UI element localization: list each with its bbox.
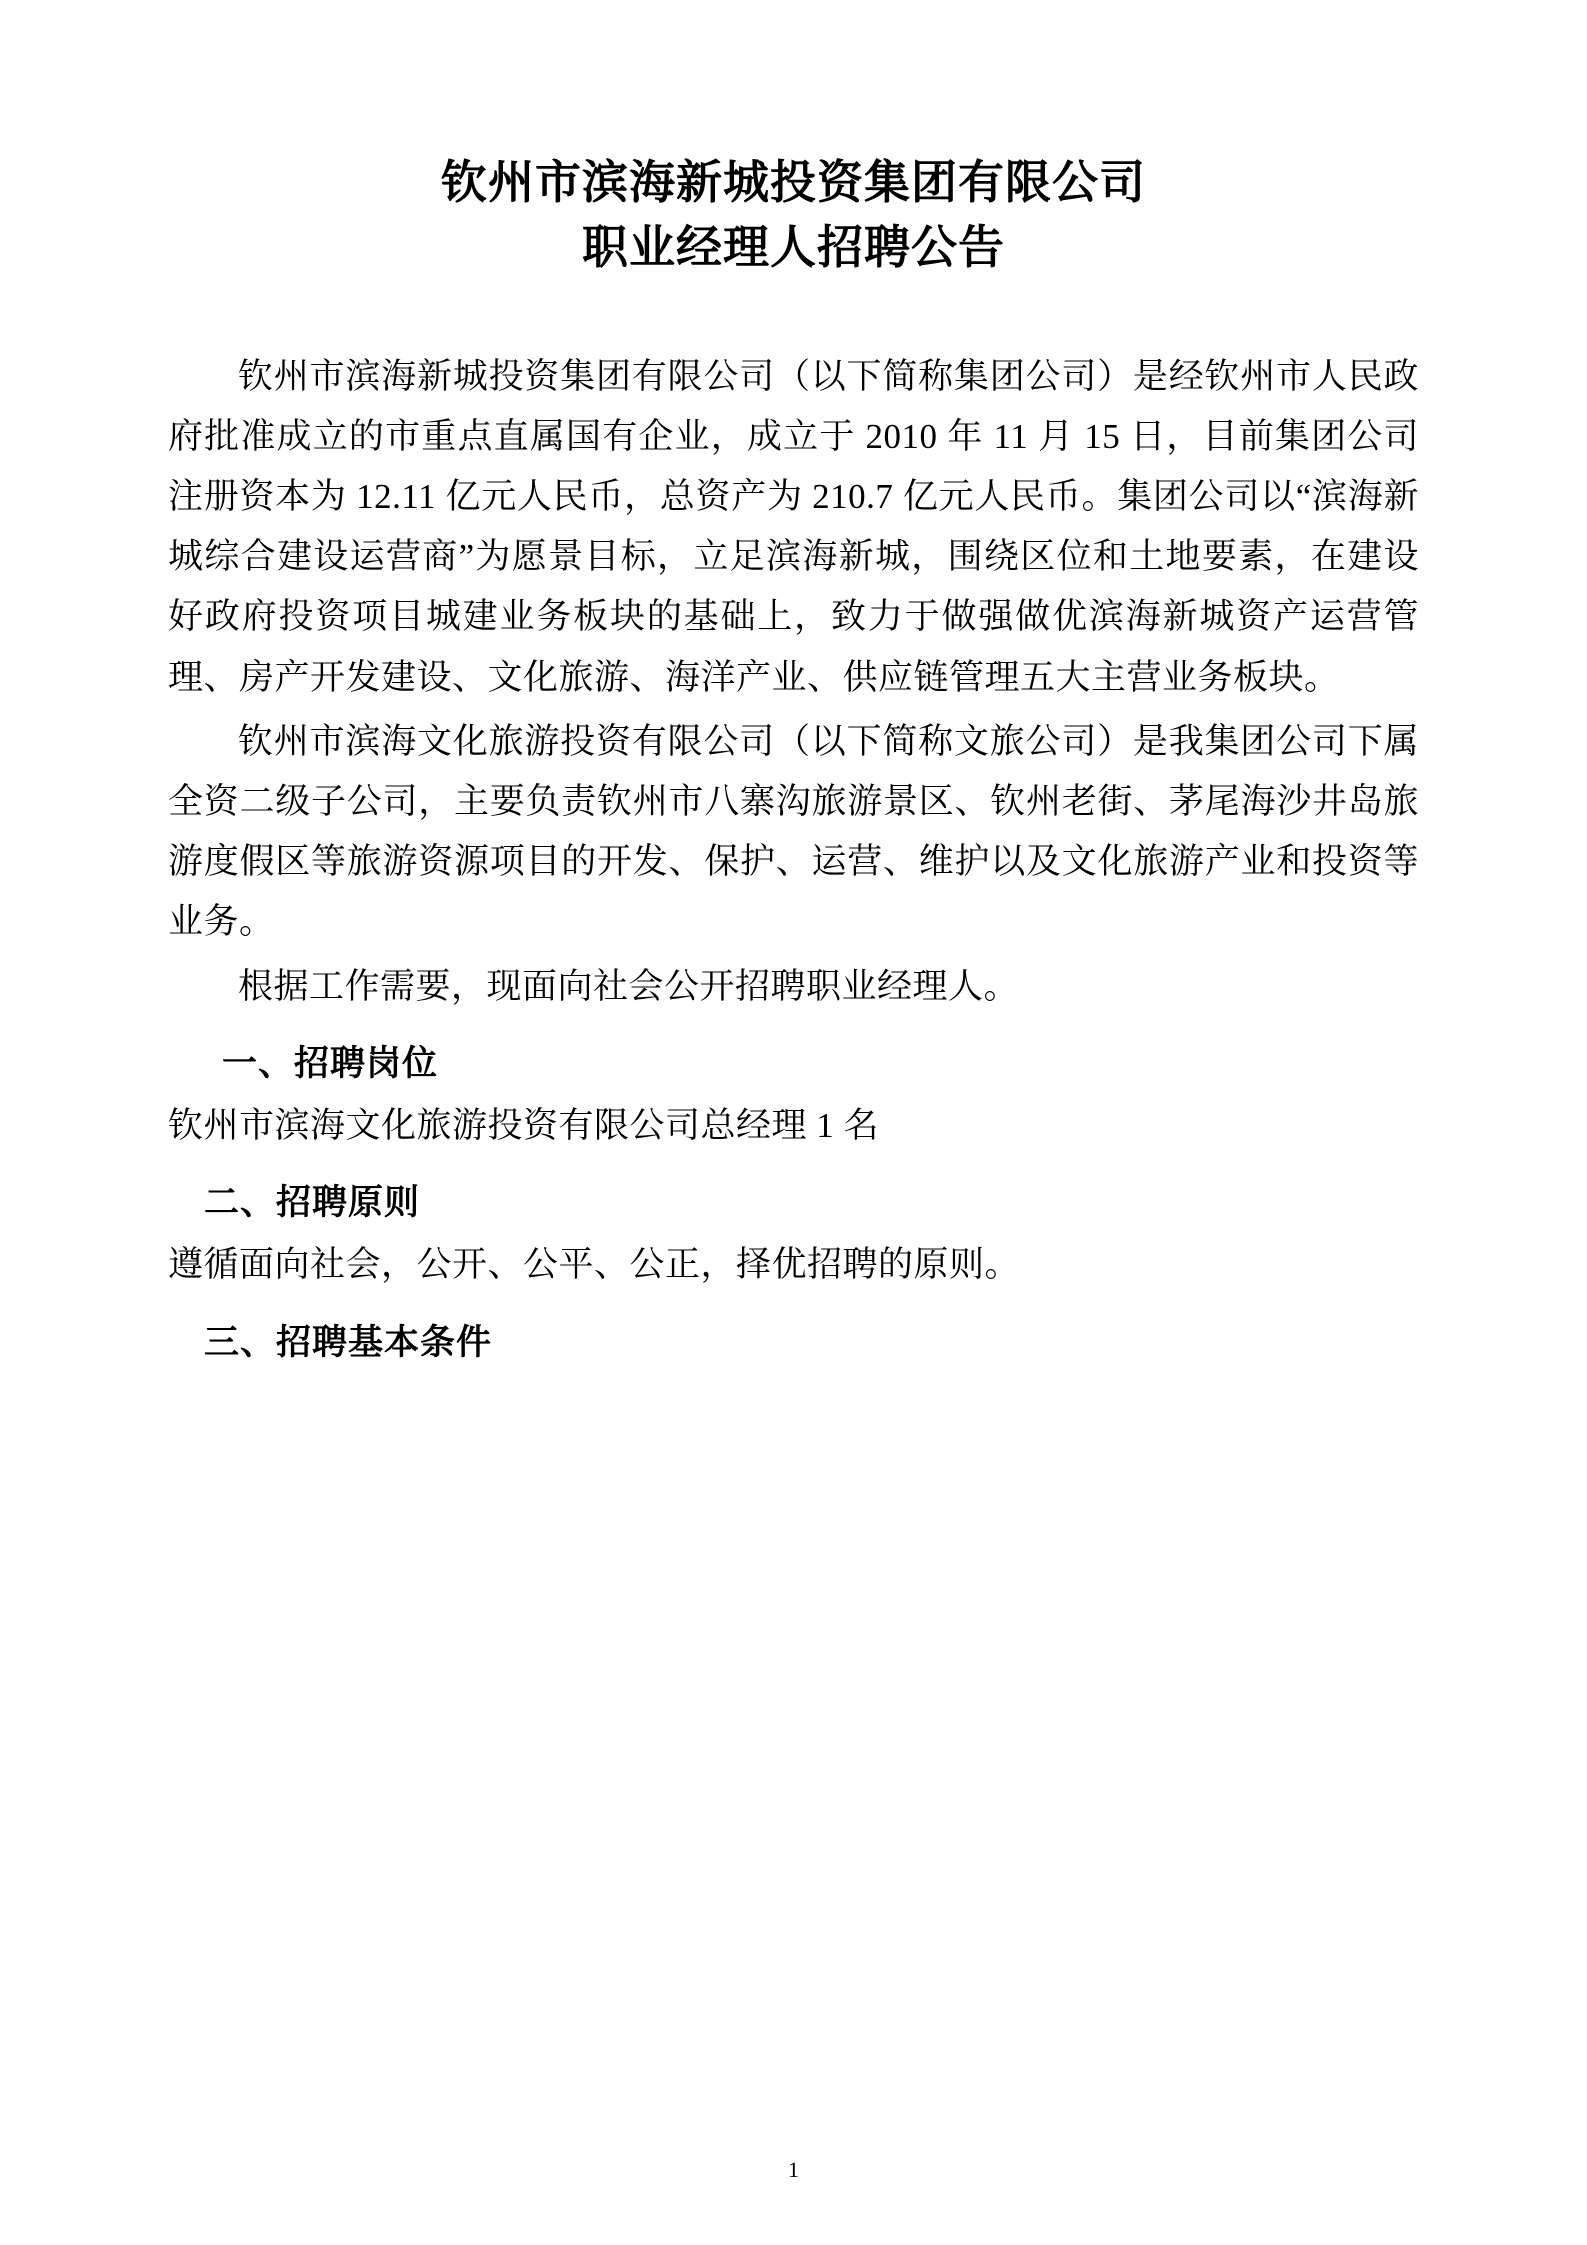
title-line-2: 职业经理人招聘公告	[582, 221, 1005, 274]
paragraph-3: 根据工作需要，现面向社会公开招聘职业经理人。	[238, 966, 1020, 1006]
title-line-1: 钦州市滨海新城投资集团有限公司	[441, 156, 1146, 208]
page-number: 1	[788, 2157, 799, 2182]
paragraph-2: 钦州市滨海文化旅游投资有限公司（以下简称文旅公司）是我集团公司下属全资二级子公司，主要负责钦州市八寨沟旅游景区、钦州老街、茅尾海沙井岛旅游度假区等旅游资源项目的开发、保护、运营、维护以及文化旅游产业和投资等业务。	[168, 721, 1419, 942]
page-title	[168, 150, 1419, 281]
section-body-2: 遵循面向社会，公开、公平、公正，择优招聘的原则。	[168, 1245, 1021, 1285]
section-heading-3: 三、招聘基本条件	[204, 1322, 493, 1362]
document-body	[168, 347, 1419, 1373]
section-heading-1: 一、招聘岗位	[222, 1043, 439, 1083]
section-heading-2: 二、招聘原则	[204, 1183, 421, 1223]
paragraph-1: 钦州市滨海新城投资集团有限公司（以下简称集团公司）是经钦州市人民政府批准成立的市重点直属国有企业，成立于 2010 年 11 月 15 日，目前集团公司注册资本为 12.11 亿元人民币，总资产为 210.7 亿元人民币。集团公司以“滨海新城综合建设运营商”为愿景目标，立足滨海新城，围绕区位和土地要素，在建设好政府投资项目城建业务板块的基础上，致力于做强做优滨海新城资产运营管理、房产开发建设、文化旅游、海洋产业、供应链管理五大主营业务板块。	[168, 356, 1419, 697]
section-body-1: 钦州市滨海文化旅游投资有限公司总经理 1 名	[168, 1105, 880, 1145]
